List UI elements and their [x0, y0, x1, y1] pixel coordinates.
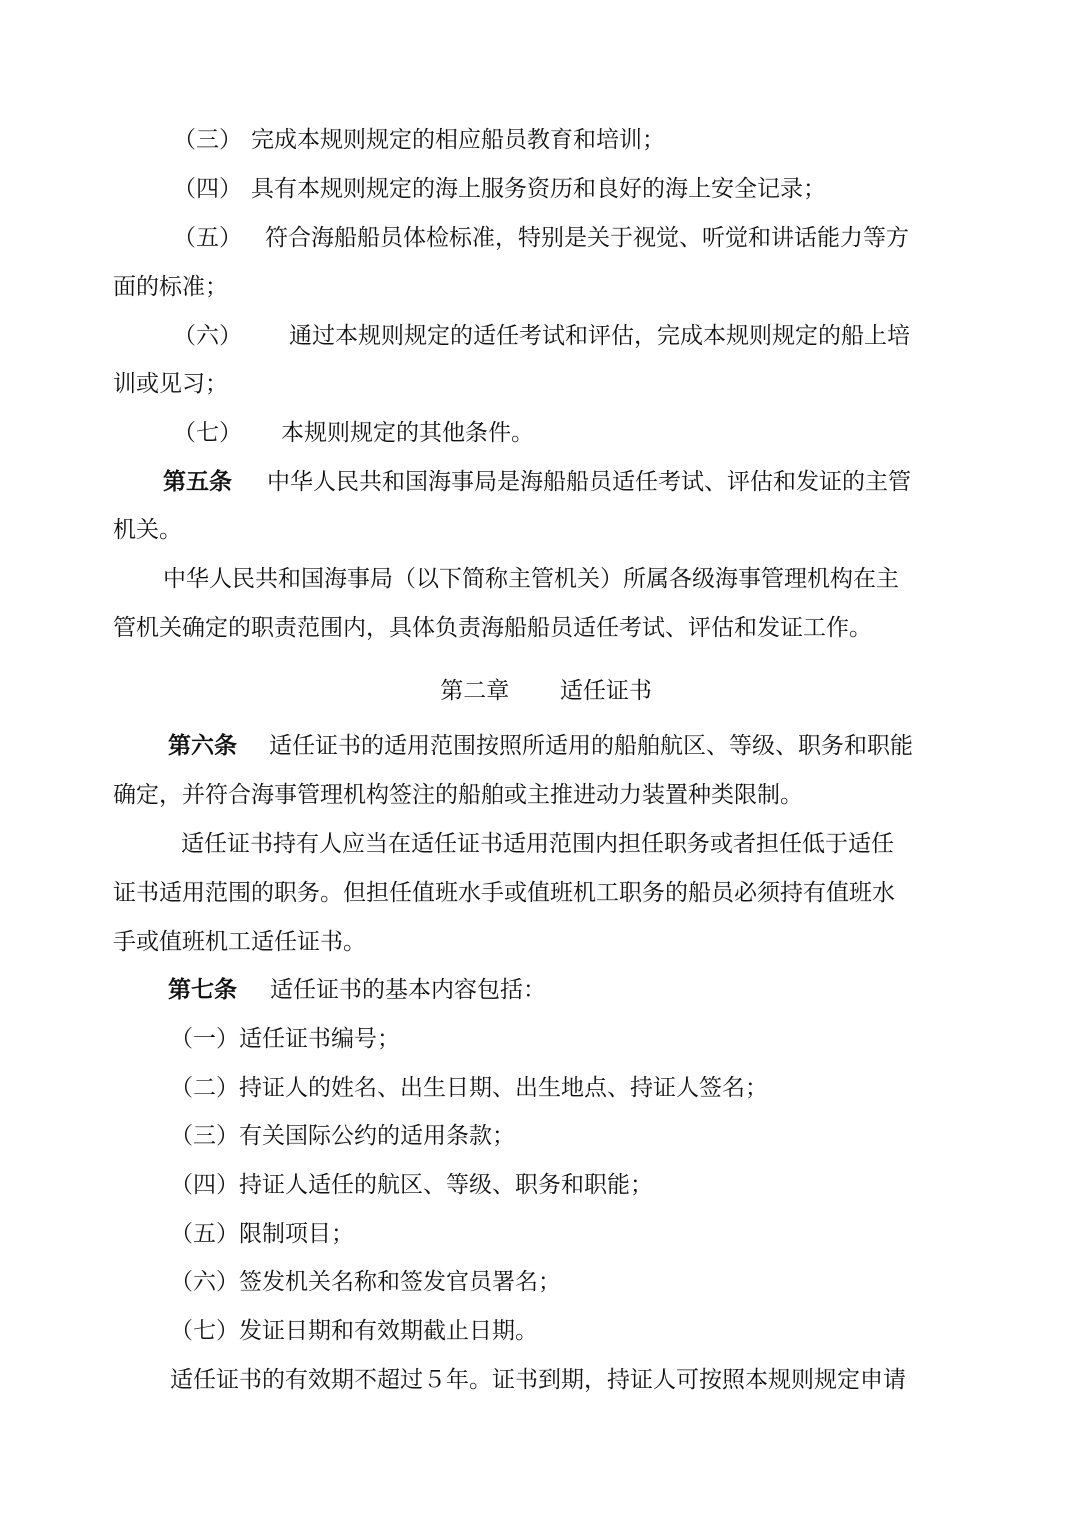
paragraph-line: 确定，并符合海事管理机构签注的船舶或主推进动力装置种类限制。 — [113, 782, 803, 808]
list-text: 具有本规则规定的海上服务资历和良好的海上安全记录； — [251, 176, 826, 202]
paragraph-line: 机关。 — [113, 517, 182, 543]
list-text: （三）有关国际公约的适用条款； — [170, 1123, 515, 1149]
paragraph-text: 中华人民共和国海事局（以下简称主管机关）所属各级海事管理机构在主 — [163, 566, 899, 592]
article-text: 适任证书的适用范围按照所适用的船舶航区、等级、职务和职能 — [269, 733, 913, 759]
list-item — [113, 1167, 979, 1203]
paragraph-line: 训或见习； — [113, 371, 228, 397]
list-text: 完成本规则规定的相应船员教育和培训； — [251, 127, 665, 153]
list-text: （二）持证人的姓名、出生日期、出生地点、持证人签名； — [170, 1075, 768, 1101]
list-text: 通过本规则规定的适任考试和评估，完成本规则规定的船上培 — [289, 323, 910, 349]
list-marker: （四） — [173, 176, 242, 202]
paragraph-line: 证书适用范围的职务。但担任值班水手或值班机工职务的船员必须持有值班水 — [113, 880, 895, 906]
article-5 — [113, 464, 979, 500]
paragraph-text: 适任证书持有人应当在适任证书适用范围内担任职务或者担任低于适任 — [181, 831, 894, 857]
list-item — [113, 1021, 979, 1057]
list-marker: （五） — [173, 225, 242, 251]
list-text: （六）签发机关名称和签发官员署名； — [170, 1269, 561, 1295]
list-text: （四）持证人适任的航区、等级、职务和职能； — [170, 1172, 653, 1198]
paragraph-line: 面的标准； — [113, 274, 228, 300]
paragraph-text: 适任证书的有效期不超过５年。证书到期，持证人可按照本规则规定申请 — [170, 1367, 906, 1393]
list-text: （一）适任证书编号； — [170, 1026, 400, 1052]
list-item — [113, 1070, 979, 1106]
article-label: 第五条 — [163, 468, 232, 495]
list-item — [113, 1118, 979, 1154]
list-marker: （六） — [173, 323, 242, 349]
article-label: 第七条 — [168, 976, 237, 1003]
list-item — [113, 1216, 979, 1252]
article-text: 中华人民共和国海事局是海船船员适任考试、评估和发证的主管 — [267, 469, 911, 495]
list-marker: （三） — [173, 127, 242, 153]
paragraph-line — [113, 826, 979, 862]
article-6 — [113, 728, 979, 764]
list-item-4 — [113, 171, 979, 207]
list-item — [113, 1313, 979, 1349]
list-text: （七）发证日期和有效期截止日期。 — [170, 1318, 538, 1344]
paragraph-line: 管机关确定的职责范围内，具体负责海船船员适任考试、评估和发证工作。 — [113, 615, 872, 641]
list-item-5 — [113, 220, 979, 256]
list-item-6 — [113, 318, 979, 354]
list-item-7 — [113, 415, 979, 451]
list-text: 符合海船船员体检标准，特别是关于视觉、听觉和讲话能力等方 — [265, 225, 909, 251]
article-label: 第六条 — [168, 732, 237, 759]
chapter-title: 适任证书 — [559, 678, 652, 704]
article-text: 适任证书的基本内容包括： — [270, 977, 546, 1003]
paragraph-line — [113, 561, 979, 597]
list-item — [113, 1264, 979, 1300]
chapter-number: 第二章 — [440, 678, 510, 704]
list-marker: （七） — [173, 420, 242, 446]
list-text: （五）限制项目； — [170, 1221, 354, 1247]
list-item-3 — [113, 122, 979, 158]
chapter-heading — [113, 673, 979, 709]
list-text: 本规则规定的其他条件。 — [281, 420, 534, 446]
paragraph-line: 手或值班机工适任证书。 — [113, 929, 366, 955]
article-7 — [113, 972, 979, 1008]
paragraph-line — [113, 1362, 979, 1398]
